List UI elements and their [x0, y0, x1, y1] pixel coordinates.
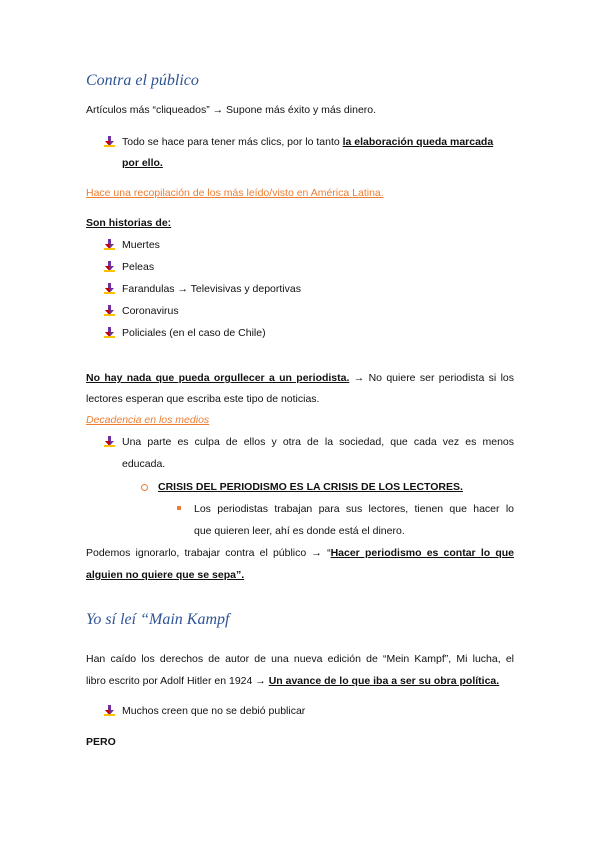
pride-paragraph-line1: [86, 371, 514, 385]
decadence-heading: Decadencia en los medios: [86, 414, 210, 426]
bullet-clics-text: Todo se hace para tener más clics, por lo tanto: [122, 136, 343, 148]
mein-kampf-bold-text: Un avance de lo que iba a ser su obra política.: [268, 675, 500, 687]
decadence-bullet-line2: educada.: [122, 458, 166, 470]
crisis-statement: CRISIS DEL PERIODISMO ES LA CRISIS DE LOS LECTORES.: [158, 481, 463, 493]
pride-bold-text: No hay nada que pueda orgullecer a un periodista.: [86, 372, 350, 384]
bullet-clics-line2: por ello.: [122, 157, 163, 169]
ignore-bold-text: Hacer periodismo es contar lo que: [330, 547, 514, 559]
section-title-contra-el-publico: Contra el público: [86, 72, 199, 89]
arrow-bullet-icon: [104, 239, 115, 250]
arrow-bullet-icon: [104, 261, 115, 272]
square-bullet-icon: [177, 506, 181, 510]
list-item: Farandulas → Televisivas y deportivas: [122, 283, 301, 295]
arrow-bullet-icon: [104, 305, 115, 316]
list-item: Peleas: [122, 261, 155, 273]
list-item: Policiales (en el caso de Chile): [122, 327, 266, 339]
ignore-paragraph-line1: [86, 546, 514, 560]
list-item: Coronavirus: [122, 305, 179, 317]
decadence-bullet-line1: Una parte es culpa de ellos y otra de la sociedad, que cada vez es menos: [122, 436, 514, 448]
ignore-paragraph-line2: alguien no quiere que se sepa”.: [86, 569, 245, 581]
bullet-clics-underlined: la elaboración queda marcada: [342, 136, 494, 148]
journalists-line1: Los periodistas trabajan para sus lectores, tienen que hacer lo: [194, 503, 514, 515]
arrow-bullet-icon: [104, 136, 115, 147]
ignore-text: Podemos ignorarlo, trabajar contra el público → “: [86, 547, 331, 559]
mein-kampf-paragraph-line1: Han caído los derechos de autor de una nueva edición de “Mein Kampf”, Mi lucha, el: [86, 653, 514, 665]
stories-heading: Son historias de:: [86, 217, 172, 229]
bullet-clics-line1: [122, 135, 493, 149]
journalists-line2: que quieren leer, ahí es donde está el dinero.: [194, 525, 405, 537]
list-item: Muertes: [122, 239, 160, 251]
intro-line: Artículos más “cliqueados” → Supone más éxito y más dinero.: [86, 104, 377, 116]
arrow-bullet-icon: [104, 327, 115, 338]
arrow-bullet-icon: [104, 705, 115, 716]
mein-kampf-paragraph-line2: [86, 674, 499, 688]
arrow-bullet-icon: [104, 283, 115, 294]
pride-rest-text: → No quiere ser periodista si los: [349, 372, 514, 384]
mein-kampf-text: libro escrito por Adolf Hitler en 1924 →: [86, 675, 269, 687]
pride-paragraph-line2: lectores esperan que escriba este tipo de noticias.: [86, 393, 320, 405]
section-title-mein-kampf: Yo sí leí “Main Kampf: [86, 611, 230, 628]
arrow-bullet-icon: [104, 436, 115, 447]
orange-summary-line: Hace una recopilación de los más leído/visto en América Latina.: [86, 187, 384, 199]
circle-bullet-icon: [141, 484, 148, 491]
closing-word: PERO: [86, 736, 116, 748]
list-item: Muchos creen que no se debió publicar: [122, 705, 306, 717]
